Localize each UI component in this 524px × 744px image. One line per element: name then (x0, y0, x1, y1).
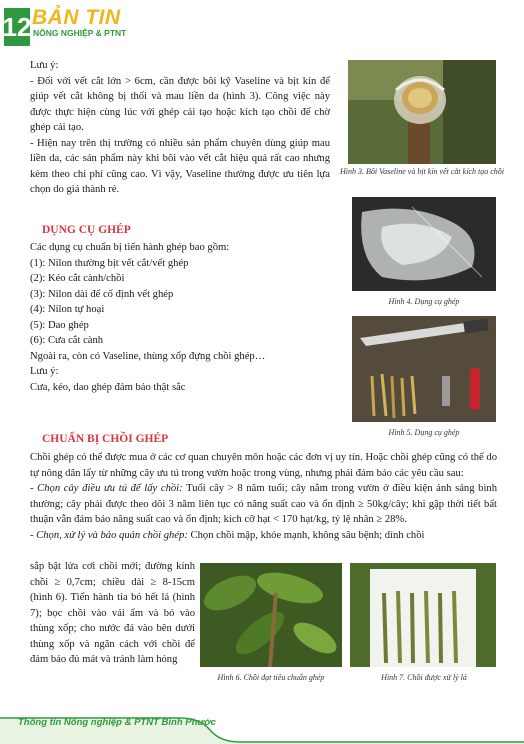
section-heading-tools: DỤNG CỤ GHÉP (42, 224, 131, 236)
criteria-label: - Chọn, xử lý và bảo quản chồi ghép: (30, 529, 188, 541)
footer-text: Thông tin Nông nghiệp & PTNT Bình Phước (18, 717, 216, 728)
figure-6-photo (200, 563, 342, 667)
scion-on-tree-image (200, 563, 342, 667)
paragraph (30, 528, 497, 544)
section-heading-scion: CHUẨN BỊ CHỒI GHÉP (42, 433, 169, 445)
criteria-text: Chọn chồi mập, khỏe mạnh, không sâu bệnh; dính chồi (187, 529, 425, 541)
paragraph: Ngoài ra, còn có Vaseline, thùng xốp đựng chồi ghép… (30, 350, 266, 362)
paragraph: - Đối với vết cắt lớn > 6cm, cần được bôi kỹ Vaseline và bịt kín để giúp vết cắt không bị thối và mau liền da (hình 3). Công việc này được thực hiện cùng lúc với ghép cải tạo hoặc kích tạo chồi để chờ ghép cải tạo. (30, 75, 330, 133)
note-label: Lưu ý: (30, 366, 59, 377)
figure-7-photo (350, 563, 496, 667)
plastic-wrap-image (352, 197, 496, 291)
page-number: 12 (4, 8, 30, 46)
paragraph (30, 481, 497, 528)
figure-6-caption: Hình 6. Chồi đạt tiêu chuẩn ghép (217, 673, 325, 682)
paragraph: sắp bật lửa cơi chồi mới; đường kính chồi ≥ 0,7cm; chiều dài ≥ 8-15cm (hình 6). Tiến hành tỉa bỏ hết lá (hình 7); bọc chồi vào vải ẩm và bỏ vào thùng xốp; cho nước đá vào bên dưới thùng xốp và ngăn cách với chồi để đảm bảo đủ mát và tránh làm hỏng (30, 561, 195, 665)
list-item: (1): Nilon thường bịt vết cắt/vết ghép (30, 257, 189, 269)
section-3-continued (30, 559, 195, 668)
figure-3-photo (348, 60, 496, 164)
list-intro: Các dụng cụ chuẩn bị tiến hành ghép bao gồm: (30, 242, 230, 253)
paragraph: Cưa, kéo, dao ghép đảm bảo thật sắc (30, 381, 186, 393)
figure-5-photo (352, 316, 496, 422)
criteria-label: - Chọn cây điều ưu tú để lấy chồi: (30, 483, 183, 494)
tools-list (30, 240, 330, 395)
list-item: (6): Cưa cắt cành (30, 335, 104, 346)
section-3-text (30, 450, 497, 543)
section-1-text (30, 58, 330, 198)
figure-4-caption: Hình 4. Dụng cụ ghép (388, 297, 460, 306)
criteria-text: Tuổi cây > 8 năm tuổi; cây nằm trong vườn ở điều kiện ánh sáng bình thường; cây phải được theo dõi 3 năm liên tục có năng suất cao và ổn định ≥ 50kg/cây; khi gặp thời tiết bất thuận vẫn đảm bảo năng suất cao và ổn định; kích cỡ hạt < 170 hạt/kg, tỷ lệ nhân ≥ 28%. (30, 483, 497, 525)
figure-3-caption: Hình 3. Bôi Vaseline và bịt kín vết cắt kích tạo chồi (340, 167, 504, 176)
paragraph: Chồi ghép có thể được mua ở các cơ quan chuyên môn hoặc các đơn vị uy tín. Hoặc chồi ghép cũng có thể do tự nông dân lấy từ những cây ưu tú trong vườn hoặc trong vùng, nhưng phải đảm bảo các yêu cầu sau: (30, 452, 497, 479)
bulletin-subtitle: NÔNG NGHIỆP & PTNT (33, 28, 127, 38)
list-item: (4): Nilon tự hoại (30, 304, 105, 315)
list-item: (5): Dao ghép (30, 319, 89, 331)
figure-7-caption: Hình 7. Chồi được xử lý lá (381, 673, 467, 682)
bulletin-title: BẢN TIN (32, 6, 121, 29)
grafting-tools-image (352, 316, 496, 422)
defoliated-scions-image (350, 563, 496, 667)
figure-4-photo (352, 197, 496, 291)
figure-5-caption: Hình 5. Dụng cụ ghép (388, 428, 460, 437)
list-item: (2): Kéo cắt cành/chồi (30, 273, 125, 284)
paragraph: - Hiện nay trên thị trường có nhiều sản phẩm chuyên dùng giúp mau liền da, các sản phẩm này khi bôi vào vết cắt hiệu quả rất cao nhưng kèm theo chi phí cũng cao. Vì vậy, Vaseline thường được ưu tiên lựa chọn do giá thành rẻ. (30, 137, 330, 195)
list-item: (3): Nilon dài để cố định vết ghép (30, 288, 174, 300)
vaseline-wrapped-stump-image (348, 60, 496, 164)
note-label: Lưu ý: (30, 60, 59, 71)
